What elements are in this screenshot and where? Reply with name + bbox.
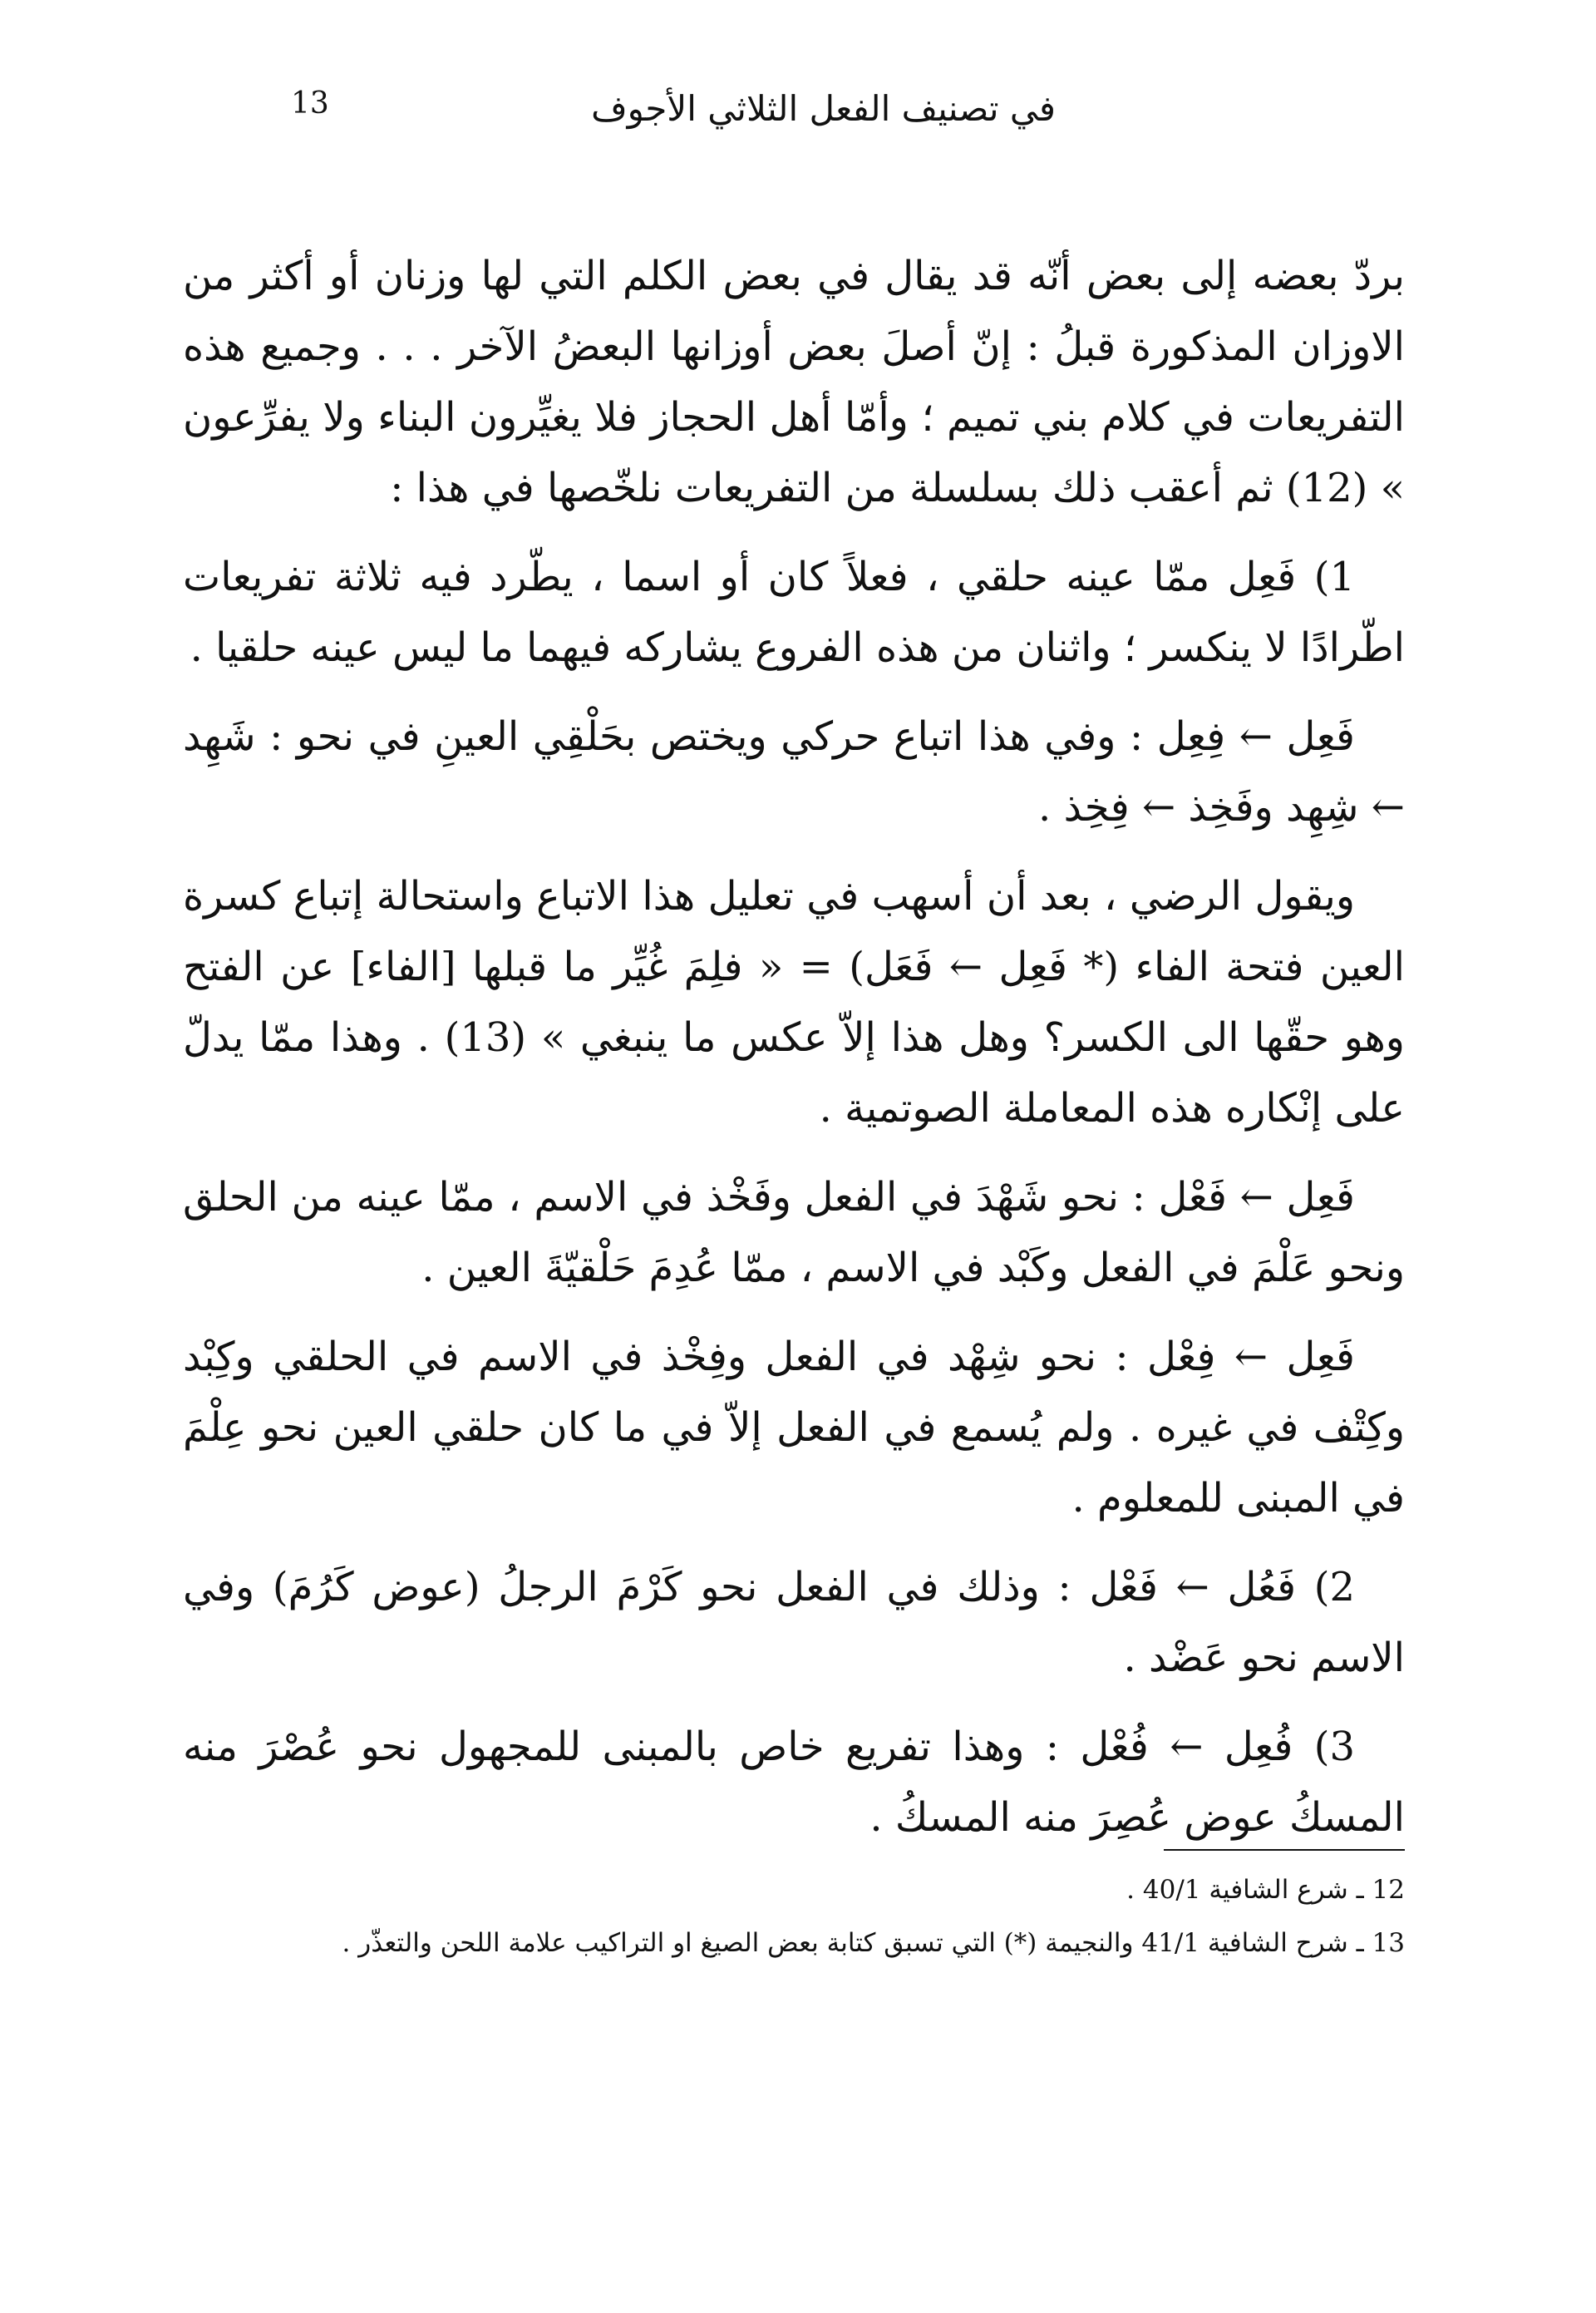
- paragraph: بردّ بعضه إلى بعض أنّه قد يقال في بعض الكلم التي لها وزنان أو أكثر من الاوزان المذكورة قبلُ : إنّ أصلَ بعض أوزانها البعضُ الآخر . . . وجميع هذه التفريعات في كلام بني تميم ؛ وأمّا أهل الحجاز فلا يغيِّرون البناء ولا يفرِّعون » (12) ثم أعقب ذلك بسلسلة من التفريعات نلخّصها في هذا :: [183, 253, 1405, 511]
- footnote: 13 ـ شرح الشافية 41/1 والنجيمة (*) التي تسبق كتابة بعض الصيغ او التراكيب علامة اللحن والتعذّر .: [342, 1928, 1405, 1958]
- paragraph: 2) فَعُل ← فَعْل : وذلك في الفعل نحو كَرْمَ الرجلُ (عوض كَرُمَ) وفي الاسم نحو عَضْد .: [183, 1564, 1405, 1681]
- body-text: [183, 241, 1405, 1872]
- paragraph: فَعِل ← فِعِل : وفي هذا اتباع حركي ويختص بحَلْقِي العينِ في نحو : شَهِد ← شِهِد وفَخِذ ← فِخِذ .: [183, 713, 1405, 831]
- paragraph: ويقول الرضي ، بعد أن أسهب في تعليل هذا الاتباع واستحالة إتباع كسرة العين فتحة الفاء (* فَعِل ← فَعَل) = « فلِمَ غُيِّر ما قبلها [الفاء] عن الفتح وهو حقّها الى الكسر؟ وهل هذا إلاّ عكس ما ينبغي » (13) . وهذا ممّا يدلّ على إنْكاره هذه المعاملة الصوتمية .: [183, 873, 1405, 1132]
- footnotes: [141, 1866, 1405, 1972]
- paragraph: 1) فَعِل ممّا عينه حلقي ، فعلاً كان أو اسما ، يطّرد فيه ثلاثة تفريعات اطّرادًا لا ينكسر ؛ واثنان من هذه الفروع يشاركه فيهما ما ليس عينه حلقيا .: [183, 554, 1405, 671]
- running-title: في تصنيف الفعل الثلاثي الأجوف: [591, 88, 1056, 129]
- footnote-separator: [1164, 1849, 1405, 1851]
- paragraph: 3) فُعِل ← فُعْل : وهذا تفريع خاص بالمبنى للمجهول نحو عُصْرَ منه المسكُ عوض عُصِرَ منه المسكُ .: [183, 1724, 1405, 1841]
- footnote: 12 ـ شرع الشافية 40/1 .: [1126, 1875, 1405, 1905]
- page-number: 13: [291, 86, 329, 121]
- paragraph: فَعِل ← فِعْل : نحو شِهْد في الفعل وفِخْذ في الاسم في الحلقي وكِبْد وكِتْف في غيره . ولم يُسمع في الفعل إلاّ في ما كان حلقي العين نحو عِلْمَ في المبنى للمعلوم .: [183, 1334, 1405, 1521]
- paragraph: فَعِل ← فَعْل : نحو شَهْدَ في الفعل وفَخْذ في الاسم ، ممّا عينه من الحلق ونحو عَلْمَ في الفعل وكَبْد في الاسم ، ممّا عُدِمَ حَلْقيّةَ العين .: [183, 1174, 1405, 1291]
